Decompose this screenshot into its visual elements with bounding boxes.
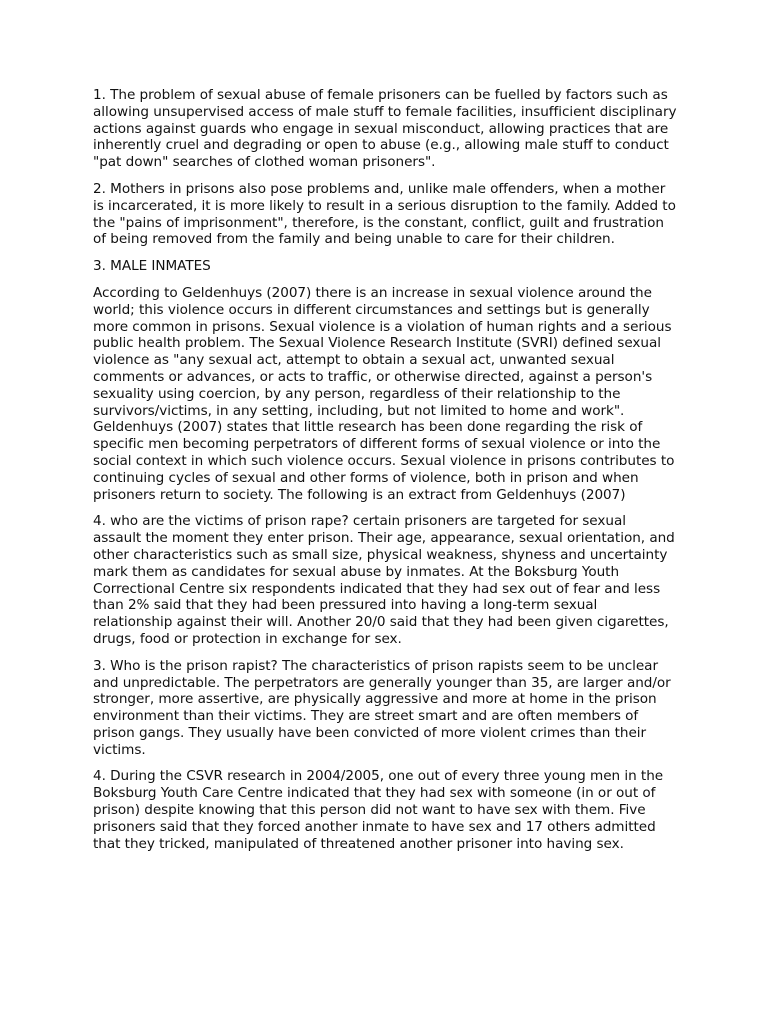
paragraph-victims-of-prison-rape: 4. who are the victims of prison rape? certain prisoners are targeted for sexual assault the moment they enter prison. Their age, appearance, sexual orientation, and other characteristics such as small size, physical weakness, shyness and uncertainty mark them as candidates for sexual abuse by inmates. At the Boksburg Youth Correctional Centre six respondents indicated that they had sex out of fear and less than 2% said that they had been pressured into having a long-term sexual relationship against their will. Another 20/0 said that they had been given cigarettes, drugs, food or protection in exchange for sex. [93,513,675,647]
paragraph-csvr-research: 4. During the CSVR research in 2004/2005, one out of every three young men in the Boksburg Youth Care Centre indicated that they had sex with someone (in or out of prison) despite knowing that this person did not want to have sex with them. Five prisoners said that they forced another inmate to have sex and 17 others admitted that they tricked, manipulated of threatened another prisoner into having sex. [93,768,664,852]
section-heading-male-inmates: 3. MALE INMATES [93,258,211,275]
paragraph-mothers-in-prison: 2. Mothers in prisons also pose problems and, unlike male offenders, when a mother is incarcerated, it is more likely to result in a serious disruption to the family. Added to the "pains of imprisonment", therefore, is the constant, conflict, guilt and frustration of being removed from the family and being unable to care for their children. [93,180,676,248]
paragraph-sexual-violence-overview: According to Geldenhuys (2007) there is an increase in sexual violence around the world; this violence occurs in different circumstances and settings but is generally more common in prisons. Sexual violence is a violation of human rights and a serious public health problem. The Sexual Violence Research Institute (SVRI) defined sexual violence as "any sexual act, attempt to obtain a sexual act, unwanted sexual comments or advances, or acts to traffic, or otherwise directed, against a person's sexuality using coercion, by any person, regardless of their relationship to the survivors/victims, in any setting, including, but not limited to home and work". Geldenhuys (2007) states that little research has been done regarding the risk of specific men becoming perpetrators of different forms of sexual violence or into the social context in which such violence occurs. Sexual violence in prisons contributes to continuing cycles of sexual and other forms of violence, both in prison and when prisoners return to society. The following is an extract from Geldenhuys (2007) [93,284,675,503]
paragraph-female-prisoners-abuse: 1. The problem of sexual abuse of female prisoners can be fuelled by factors such as allowing unsupervised access of male stuff to female facilities, insufficient disciplinary actions against guards who engage in sexual misconduct, allowing practices that are inherently cruel and degrading or open to abuse (e.g., allowing male stuff to conduct "pat down" searches of clothed woman prisoners". [93,87,677,171]
paragraph-prison-rapist: 3. Who is the prison rapist? The characteristics of prison rapists seem to be unclear and unpredictable. The perpetrators are generally younger than 35, are larger and/or stronger, more assertive, are physically aggressive and more at home in the prison environment than their victims. They are street smart and are often members of prison gangs. They usually have been convicted of more violent crimes than their victims. [93,657,671,758]
document-page [93,87,678,862]
